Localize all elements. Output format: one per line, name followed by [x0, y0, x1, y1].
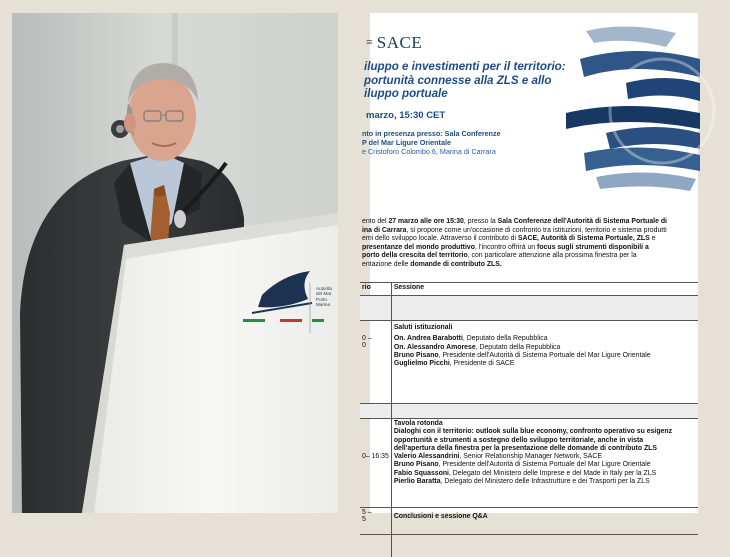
text: , si propone come un'occasione di confronto tra istituzioni, territorio e sistema produtti: [406, 227, 666, 234]
text: , presso la: [464, 218, 498, 225]
agenda-spacer-cell: [391, 535, 698, 557]
agenda-end-row: [360, 535, 698, 557]
bold-text: focus sugli strumenti disponibili a: [537, 244, 649, 251]
text: , Presidente dell'Autorità di Sistema Portuale del Mar Ligure Orientale: [439, 352, 651, 359]
agenda-spacer-cell: [391, 296, 698, 321]
agenda-row-conclusions: [360, 508, 698, 535]
agenda-session: [391, 419, 698, 508]
intro-line: [362, 244, 698, 253]
agenda-time: 0– 16:35: [360, 419, 391, 508]
text: , con particolare attenzione alla prossima finestra per la: [468, 252, 637, 259]
bold-text: Pierlio Baratta: [394, 478, 441, 485]
intro-line: [362, 218, 698, 227]
sace-logo: [366, 33, 422, 53]
intro-line: [362, 261, 698, 270]
agenda-table: [360, 282, 698, 557]
agenda-spacer-cell: [391, 404, 698, 419]
agenda-header-time: rio: [360, 283, 391, 296]
bold-text: domande di contributo ZLS.: [410, 261, 502, 268]
speaker-list: [394, 335, 696, 368]
text: , Presidente di SACE: [450, 360, 515, 367]
lectern-text-line: Marina: [316, 302, 338, 307]
bold-text: On. Alessandro Amorese: [394, 344, 476, 351]
bold-text: Fabio Squassoni: [394, 470, 449, 477]
lectern-text-line: del Mar: [316, 291, 338, 296]
logo-mark-icon: ≡: [366, 35, 377, 49]
text: entazione delle: [362, 261, 410, 268]
venue-line: nto in presenza presso: Sala Conferenze: [362, 129, 501, 138]
lectern-text-line: Porto: [316, 297, 338, 302]
intro-line: [362, 227, 698, 236]
agenda-time: 0 – 0: [360, 321, 391, 404]
speaker-line: [394, 344, 696, 352]
agenda-spacer-cell: [360, 535, 391, 557]
bold-text: Tavola rotonda: [394, 420, 443, 427]
bold-text: porto della crescita del territorio: [362, 252, 468, 259]
agenda-time: 5 – 5: [360, 508, 391, 535]
bold-text: opportunità e strumenti a sostegno dello sviluppo territoriale, anche in vista: [394, 437, 643, 444]
intro-line: [362, 252, 698, 261]
agenda-spacer-cell: [360, 404, 391, 419]
agenda-spacer-row: [360, 296, 698, 321]
venue-address: e Cristoforo Colombo 6, Marina di Carrara: [362, 148, 582, 157]
bold-text: Bruno Pisano: [394, 352, 439, 359]
speaker-photo-illustration: [12, 13, 338, 513]
bold-text: dell'apertura della finestra per la presentazione delle domande di contributo ZLS: [394, 445, 657, 452]
bold-text: Dialoghi con il territorio: outlook sulla blue economy, confronto operativo su esigenz: [394, 428, 672, 435]
agenda-session: [391, 508, 698, 535]
logo-text: SACE: [377, 33, 422, 52]
agenda-spacer-row: [360, 404, 698, 419]
intro-line: [362, 235, 698, 244]
event-date: marzo, 15:30 CET: [366, 110, 445, 121]
speaker-line: [394, 360, 696, 368]
bold-text: presentanze del mondo produttivo: [362, 244, 475, 251]
event-title: iluppo e investimenti per il territorio: portunità connesse alla ZLS e allo iluppo portuale: [364, 60, 574, 101]
bold-text: Sala Conferenze dell'Autorità di Sistema Portuale di: [498, 218, 667, 225]
bold-text: 27 marzo alle ore 15:30: [388, 218, 463, 225]
text: , Senior Relationship Manager Network, SACE: [459, 453, 601, 460]
decorative-wave-graphic: [566, 21, 700, 201]
session-title: Saluti istituzionali: [394, 324, 696, 332]
roundtable-line: [394, 478, 696, 486]
text: , Deputato della Repubblica: [463, 335, 548, 342]
bold-text: On. Andrea Barabotti: [394, 335, 463, 342]
roundtable-line: [394, 453, 696, 461]
session-title: Conclusioni e sessione Q&A: [394, 513, 696, 521]
agenda-spacer-cell: [360, 296, 391, 321]
agenda-header-session: Sessione: [391, 283, 698, 296]
bold-text: SACE, Autorità di Sistema Portuale, ZLS: [518, 235, 650, 242]
speaker-line: [394, 335, 696, 343]
intro-paragraph: [362, 218, 698, 269]
roundtable-details: [394, 420, 696, 486]
roundtable-line: [394, 470, 696, 478]
roundtable-line: [394, 420, 696, 428]
text: , Delegato del Ministero delle Imprese e del Made in Italy per la ZLS: [449, 470, 656, 477]
roundtable-line: [394, 445, 696, 453]
agenda-row-greetings: [360, 321, 698, 404]
bold-text: Guglielmo Picchi: [394, 360, 450, 367]
lectern-sign-text: [316, 286, 338, 308]
text: ento del: [362, 218, 388, 225]
text: e: [650, 235, 656, 242]
speaker-photo: [12, 13, 338, 513]
bold-text: ina di Carrara: [362, 227, 406, 234]
roundtable-line: [394, 461, 696, 469]
lectern-text-line: Autorità: [316, 286, 338, 291]
bold-text: Valerio Alessandrini: [394, 453, 460, 460]
agenda-row-roundtable: [360, 419, 698, 508]
roundtable-line: [394, 428, 696, 436]
event-venue: [362, 130, 582, 156]
roundtable-line: [394, 437, 696, 445]
speaker-line: [394, 352, 696, 360]
venue-line: P del Mar Ligure Orientale: [362, 138, 451, 147]
event-flyer: [370, 13, 698, 513]
text: , Delegato del Ministero delle Infrastrutture e dei Trasporti per la ZLS: [441, 478, 650, 485]
text: , Deputato della Repubblica: [476, 344, 561, 351]
agenda-session: [391, 321, 698, 404]
text: emi dello sviluppo locale. Attraverso il contributo di: [362, 235, 518, 242]
text: , l'incontro offrirà un: [475, 244, 537, 251]
text: , Presidente dell'Autorità di Sistema Portuale del Mar Ligure Orientale: [439, 461, 651, 468]
bold-text: Bruno Pisano: [394, 461, 439, 468]
